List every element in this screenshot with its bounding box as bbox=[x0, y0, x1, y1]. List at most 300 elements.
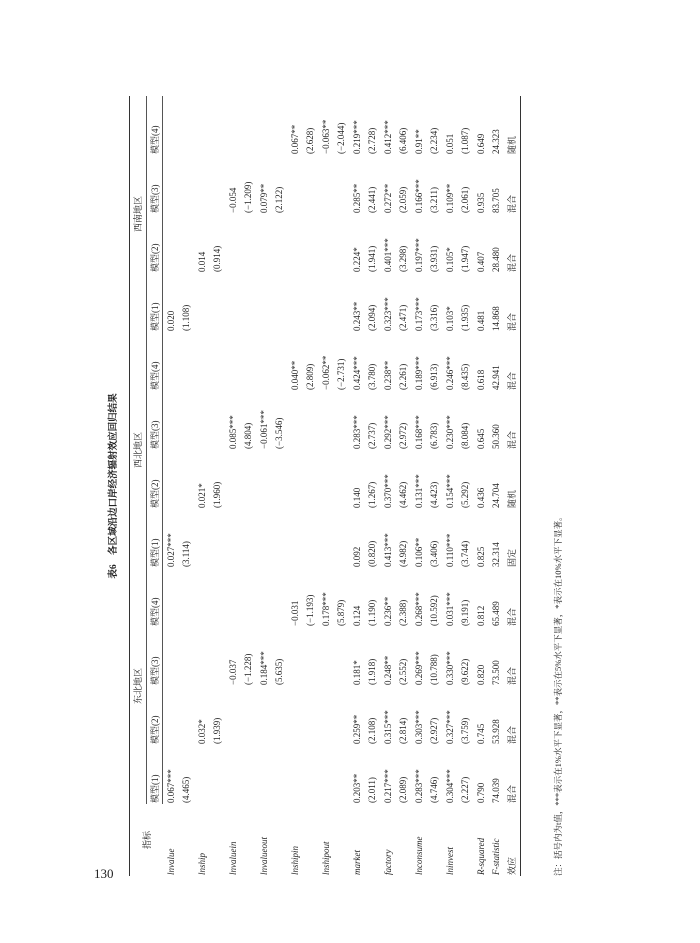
table-cell: 0.021* bbox=[196, 483, 207, 508]
table-cell bbox=[179, 214, 195, 273]
table-cell bbox=[272, 332, 288, 391]
table-cell: (3.759) bbox=[460, 717, 471, 744]
table-cell: 混合 bbox=[504, 745, 520, 804]
table-cell: 0.272** bbox=[382, 183, 393, 213]
table-row bbox=[380, 96, 396, 876]
table-cell: 0.230*** bbox=[444, 415, 455, 449]
table-cell bbox=[318, 391, 334, 450]
table-cell bbox=[194, 96, 210, 155]
table-cell: 42.941 bbox=[491, 365, 502, 390]
row-label bbox=[303, 804, 319, 876]
table-cell bbox=[256, 450, 272, 509]
table-cell: (2.089) bbox=[398, 776, 409, 803]
table-cell bbox=[334, 450, 350, 509]
page-number: 130 bbox=[94, 866, 114, 881]
table-cell: (3.211) bbox=[429, 187, 440, 213]
table-cell: (5.292) bbox=[460, 481, 471, 508]
table-cell: (0.820) bbox=[367, 540, 378, 567]
table-cell bbox=[225, 273, 241, 332]
table-cell: 0.040** bbox=[289, 360, 300, 390]
table-cell: 0.323*** bbox=[382, 297, 393, 331]
table-cell: (4.462) bbox=[398, 481, 409, 508]
table-cell: (2.261) bbox=[398, 363, 409, 390]
table-cell: 0.197*** bbox=[413, 238, 424, 272]
table-title: 表6 各区域沿边口岸经济辐射效应回归结果 bbox=[109, 393, 119, 579]
table-row bbox=[349, 96, 365, 876]
row-label bbox=[241, 804, 257, 876]
table-cell: 0.935 bbox=[475, 192, 486, 213]
table-cell: 0.481 bbox=[475, 310, 486, 331]
table-cell: 0.812 bbox=[475, 605, 486, 626]
table-cell: 混合 bbox=[504, 391, 520, 450]
table-cell bbox=[318, 450, 334, 509]
rotated-table-block bbox=[107, 96, 667, 876]
table-cell: 混合 bbox=[504, 214, 520, 273]
table-cell bbox=[287, 450, 303, 509]
table-cell bbox=[256, 273, 272, 332]
table-cell bbox=[210, 509, 226, 568]
table-cell: (3.114) bbox=[181, 541, 192, 567]
model-header: 模型(1) bbox=[146, 509, 163, 568]
table-cell: 0.259** bbox=[351, 714, 362, 744]
table-cell: 0.178*** bbox=[320, 592, 331, 626]
table-row bbox=[489, 96, 505, 876]
table-cell: 53.928 bbox=[491, 719, 502, 744]
table-cell: (3.406) bbox=[429, 540, 440, 567]
region-header-southwest: 西南地区 bbox=[130, 96, 147, 332]
row-label: F-statistic bbox=[491, 838, 502, 875]
row-label: lninvest bbox=[444, 847, 455, 875]
table-cell: (2.059) bbox=[398, 186, 409, 213]
table-cell bbox=[334, 391, 350, 450]
table-cell: 0.067*** bbox=[165, 769, 176, 803]
table-cell: (1.087) bbox=[460, 127, 471, 154]
table-cell: 0.370*** bbox=[382, 474, 393, 508]
table-cell: 0.051 bbox=[444, 133, 455, 154]
table-cell: 74.039 bbox=[491, 778, 502, 803]
table-cell: 0.092 bbox=[351, 546, 362, 567]
model-header: 模型(2) bbox=[146, 450, 163, 509]
table-cell bbox=[287, 627, 303, 686]
table-cell: 0.412*** bbox=[382, 120, 393, 154]
table-cell bbox=[179, 155, 195, 214]
table-row bbox=[365, 96, 381, 876]
table-cell bbox=[303, 450, 319, 509]
table-cell: 14.868 bbox=[491, 306, 502, 331]
table-cell: (6.406) bbox=[398, 127, 409, 154]
table-cell bbox=[194, 332, 210, 391]
table-cell: 0.027*** bbox=[165, 533, 176, 567]
table-cell bbox=[179, 568, 195, 627]
table-cell: 0.079** bbox=[258, 183, 269, 213]
table-cell: (2.552) bbox=[398, 658, 409, 685]
indicator-header: 指标 bbox=[130, 804, 163, 876]
row-label bbox=[272, 804, 288, 876]
row-label bbox=[458, 804, 474, 876]
table-cell: (1.939) bbox=[212, 717, 223, 744]
table-cell bbox=[179, 391, 195, 450]
table-cell bbox=[303, 745, 319, 804]
table-cell: 24.323 bbox=[491, 129, 502, 154]
row-label: lnvalueout bbox=[258, 837, 269, 875]
table-cell bbox=[318, 627, 334, 686]
table-cell: 0.330*** bbox=[444, 651, 455, 685]
table-cell: 混合 bbox=[504, 568, 520, 627]
table-cell: (8.435) bbox=[460, 363, 471, 390]
table-cell: (1.108) bbox=[181, 304, 192, 331]
table-cell bbox=[287, 509, 303, 568]
table-cell: 0.217*** bbox=[382, 769, 393, 803]
table-cell: −0.062** bbox=[320, 355, 331, 390]
table-cell: 50.360 bbox=[491, 424, 502, 449]
table-cell bbox=[287, 686, 303, 745]
table-cell bbox=[272, 214, 288, 273]
table-row bbox=[256, 96, 272, 876]
table-cell: (9.622) bbox=[460, 658, 471, 685]
table-cell: (4.423) bbox=[429, 481, 440, 508]
row-label: factory bbox=[382, 849, 393, 875]
table-cell: 0.618 bbox=[475, 369, 486, 390]
table-cell: 0.238** bbox=[382, 360, 393, 390]
table-cell: 0.283*** bbox=[413, 769, 424, 803]
table-cell: 混合 bbox=[504, 155, 520, 214]
table-cell: (2.927) bbox=[429, 717, 440, 744]
table-cell bbox=[241, 568, 257, 627]
table-cell bbox=[241, 509, 257, 568]
table-cell bbox=[256, 745, 272, 804]
table-cell: 0.166*** bbox=[413, 179, 424, 213]
table-cell: 24.704 bbox=[491, 483, 502, 508]
row-label: lnshipout bbox=[320, 841, 331, 875]
table-cell: (4.982) bbox=[398, 540, 409, 567]
table-cell bbox=[210, 332, 226, 391]
table-cell bbox=[334, 686, 350, 745]
table-cell: (8.084) bbox=[460, 422, 471, 449]
table-cell bbox=[241, 273, 257, 332]
model-header: 模型(4) bbox=[146, 332, 163, 391]
table-cell bbox=[287, 745, 303, 804]
table-cell: 0.285** bbox=[351, 183, 362, 213]
table-cell: −0.061*** bbox=[258, 410, 269, 449]
table-cell bbox=[287, 214, 303, 273]
table-cell bbox=[179, 332, 195, 391]
table-cell bbox=[210, 273, 226, 332]
table-cell: (−1.228) bbox=[243, 653, 254, 685]
table-cell: (5.635) bbox=[274, 658, 285, 685]
table-cell bbox=[256, 509, 272, 568]
table-cell bbox=[210, 745, 226, 804]
table-cell bbox=[163, 332, 179, 391]
table-cell: 83.705 bbox=[491, 188, 502, 213]
table-cell: (2.122) bbox=[274, 186, 285, 213]
table-cell: 0.020 bbox=[165, 310, 176, 331]
table-cell: 0.031*** bbox=[444, 592, 455, 626]
table-cell: 混合 bbox=[504, 273, 520, 332]
table-cell bbox=[303, 686, 319, 745]
model-header: 模型(1) bbox=[146, 745, 163, 804]
table-cell: 0.292*** bbox=[382, 415, 393, 449]
table-cell: (2.972) bbox=[398, 422, 409, 449]
table-cell bbox=[287, 155, 303, 214]
table-cell bbox=[272, 568, 288, 627]
table-body bbox=[163, 96, 521, 876]
table-cell: 0.268*** bbox=[413, 592, 424, 626]
table-cell: 0.825 bbox=[475, 546, 486, 567]
table-row bbox=[287, 96, 303, 876]
table-cell: 0.401*** bbox=[382, 238, 393, 272]
table-cell bbox=[163, 391, 179, 450]
table-cell: (2.061) bbox=[460, 186, 471, 213]
table-cell: 0.91** bbox=[413, 129, 424, 154]
table-cell: (1.267) bbox=[367, 481, 378, 508]
table-row bbox=[194, 96, 210, 876]
table-cell: (−2.044) bbox=[336, 122, 347, 154]
table-cell bbox=[163, 686, 179, 745]
table-cell bbox=[241, 332, 257, 391]
table-cell: 0.820 bbox=[475, 664, 486, 685]
table-note: 注：括号内为t值，***表示在1%水平下显著，**表示在5%水平下显著，*表示在10%水平下显著。 bbox=[553, 512, 563, 876]
table-cell: (2.108) bbox=[367, 717, 378, 744]
table-cell: (6.913) bbox=[429, 363, 440, 390]
table-cell: (1.935) bbox=[460, 304, 471, 331]
table-cell bbox=[241, 214, 257, 273]
table-cell: 0.189*** bbox=[413, 356, 424, 390]
table-cell bbox=[194, 391, 210, 450]
table-cell bbox=[225, 450, 241, 509]
table-cell: −0.063** bbox=[320, 119, 331, 154]
table-cell bbox=[225, 96, 241, 155]
table-cell bbox=[210, 155, 226, 214]
row-label bbox=[396, 804, 412, 876]
table-cell: (2.011) bbox=[367, 777, 378, 803]
table-cell: 混合 bbox=[504, 686, 520, 745]
row-label bbox=[334, 804, 350, 876]
table-cell: 0.303*** bbox=[413, 710, 424, 744]
table-cell: (10.592) bbox=[429, 595, 440, 626]
row-label bbox=[427, 804, 443, 876]
table-cell: −0.037 bbox=[227, 659, 238, 685]
table-row bbox=[442, 96, 458, 876]
row-label: 效应 bbox=[504, 804, 520, 876]
table-cell: 0.269*** bbox=[413, 651, 424, 685]
table-cell: 0.131*** bbox=[413, 474, 424, 508]
model-header: 模型(1) bbox=[146, 273, 163, 332]
table-cell bbox=[334, 745, 350, 804]
table-cell: 0.407 bbox=[475, 251, 486, 272]
table-cell bbox=[241, 96, 257, 155]
table-cell bbox=[303, 155, 319, 214]
table-cell: (−3.546) bbox=[274, 417, 285, 449]
table-cell: (3.931) bbox=[429, 245, 440, 272]
region-header-northwest: 西北地区 bbox=[130, 332, 147, 568]
row-label bbox=[365, 804, 381, 876]
table-cell bbox=[303, 273, 319, 332]
row-label: lnship bbox=[196, 852, 207, 875]
table-cell: 0.173*** bbox=[413, 297, 424, 331]
table-cell bbox=[225, 509, 241, 568]
table-cell: 0.154*** bbox=[444, 474, 455, 508]
row-label: lnconsume bbox=[413, 836, 424, 875]
model-header: 模型(3) bbox=[146, 155, 163, 214]
table-cell bbox=[194, 155, 210, 214]
table-cell: (2.234) bbox=[429, 127, 440, 154]
table-cell: −0.054 bbox=[227, 187, 238, 213]
table-cell bbox=[318, 509, 334, 568]
table-cell: (4.746) bbox=[429, 776, 440, 803]
model-header: 模型(3) bbox=[146, 627, 163, 686]
table-cell: (−2.731) bbox=[336, 358, 347, 390]
table-cell bbox=[272, 450, 288, 509]
table-row bbox=[272, 96, 288, 876]
table-cell bbox=[334, 155, 350, 214]
table-cell bbox=[256, 332, 272, 391]
table-cell: 0.067** bbox=[289, 124, 300, 154]
row-label: lnvaluein bbox=[227, 841, 238, 875]
table-cell: (1.960) bbox=[212, 481, 223, 508]
table-cell bbox=[179, 686, 195, 745]
table-cell: 固定 bbox=[504, 509, 520, 568]
table-cell: (2.094) bbox=[367, 304, 378, 331]
table-cell: 0.248** bbox=[382, 655, 393, 685]
table-cell bbox=[334, 509, 350, 568]
table-cell: 0.649 bbox=[475, 133, 486, 154]
table-row bbox=[179, 96, 195, 876]
table-cell: 0.236** bbox=[382, 596, 393, 626]
table-cell: (4.465) bbox=[181, 776, 192, 803]
table-cell bbox=[318, 745, 334, 804]
table-row bbox=[473, 96, 489, 876]
table-cell bbox=[194, 273, 210, 332]
table-cell bbox=[210, 568, 226, 627]
table-cell: 0.224* bbox=[351, 247, 362, 272]
row-label bbox=[210, 804, 226, 876]
table-cell: 0.105* bbox=[444, 247, 455, 272]
table-cell bbox=[256, 96, 272, 155]
table-cell: 混合 bbox=[504, 332, 520, 391]
table-cell: 65.489 bbox=[491, 601, 502, 626]
table-cell: (3.298) bbox=[398, 245, 409, 272]
table-cell: (2.814) bbox=[398, 717, 409, 744]
table-cell: 随机 bbox=[504, 450, 520, 509]
table-cell bbox=[179, 627, 195, 686]
table-cell bbox=[303, 509, 319, 568]
table-cell bbox=[210, 627, 226, 686]
table-cell bbox=[318, 273, 334, 332]
table-cell: 0.203** bbox=[351, 773, 362, 803]
table-cell bbox=[163, 450, 179, 509]
table-cell bbox=[256, 214, 272, 273]
table-cell: 32.314 bbox=[491, 542, 502, 567]
table-cell: 0.327*** bbox=[444, 710, 455, 744]
table-cell: (2.471) bbox=[398, 304, 409, 331]
table-cell: (10.788) bbox=[429, 654, 440, 685]
table-cell: 28.480 bbox=[491, 247, 502, 272]
table-cell: 0.124 bbox=[351, 605, 362, 626]
table-cell bbox=[272, 509, 288, 568]
row-label: lnvalue bbox=[165, 848, 176, 875]
table-cell bbox=[225, 745, 241, 804]
table-cell: (1.190) bbox=[367, 599, 378, 626]
row-label: lnshipin bbox=[289, 845, 300, 875]
model-header: 模型(2) bbox=[146, 214, 163, 273]
model-header: 模型(4) bbox=[146, 96, 163, 155]
table-cell: (2.388) bbox=[398, 599, 409, 626]
header-row-regions bbox=[130, 96, 147, 876]
table-cell bbox=[225, 214, 241, 273]
model-header: 模型(2) bbox=[146, 686, 163, 745]
table-cell: 0.413*** bbox=[382, 533, 393, 567]
table-cell: 混合 bbox=[504, 627, 520, 686]
table-cell bbox=[318, 686, 334, 745]
table-row bbox=[396, 96, 412, 876]
table-cell bbox=[225, 568, 241, 627]
table-cell bbox=[163, 155, 179, 214]
regression-table bbox=[129, 96, 521, 876]
table-cell bbox=[334, 273, 350, 332]
table-cell bbox=[287, 391, 303, 450]
table-cell: (1.947) bbox=[460, 245, 471, 272]
table-cell: (5.879) bbox=[336, 599, 347, 626]
table-cell: (0.914) bbox=[212, 245, 223, 272]
row-label: market bbox=[351, 850, 362, 875]
table-cell bbox=[303, 391, 319, 450]
table-cell bbox=[194, 745, 210, 804]
table-cell bbox=[334, 627, 350, 686]
table-cell: 0.103* bbox=[444, 306, 455, 331]
table-cell: (−1.193) bbox=[305, 594, 316, 626]
table-cell: 0.181* bbox=[351, 660, 362, 685]
table-cell bbox=[272, 273, 288, 332]
table-cell: 0.304*** bbox=[444, 769, 455, 803]
table-cell bbox=[318, 155, 334, 214]
table-cell bbox=[163, 214, 179, 273]
row-label bbox=[179, 804, 195, 876]
table-cell bbox=[194, 568, 210, 627]
table-cell bbox=[303, 627, 319, 686]
table-row bbox=[225, 96, 241, 876]
table-cell: 0.109** bbox=[444, 183, 455, 213]
table-row bbox=[210, 96, 226, 876]
table-cell bbox=[225, 332, 241, 391]
table-cell: (6.783) bbox=[429, 422, 440, 449]
table-cell: (1.918) bbox=[367, 658, 378, 685]
table-cell bbox=[272, 96, 288, 155]
table-cell: (2.227) bbox=[460, 776, 471, 803]
table-cell: (3.780) bbox=[367, 363, 378, 390]
table-cell: (2.809) bbox=[305, 363, 316, 390]
table-cell: 0.283*** bbox=[351, 415, 362, 449]
table-cell bbox=[256, 686, 272, 745]
table-cell: 0.424*** bbox=[351, 356, 362, 390]
table-row bbox=[241, 96, 257, 876]
table-row bbox=[504, 96, 520, 876]
table-cell bbox=[287, 273, 303, 332]
table-row bbox=[427, 96, 443, 876]
table-cell bbox=[210, 391, 226, 450]
table-cell: (2.441) bbox=[367, 186, 378, 213]
table-cell bbox=[179, 450, 195, 509]
table-cell: 0.014 bbox=[196, 251, 207, 272]
table-row bbox=[318, 96, 334, 876]
table-cell: 0.645 bbox=[475, 428, 486, 449]
table-cell: 0.140 bbox=[351, 487, 362, 508]
table-row bbox=[163, 96, 179, 876]
table-cell bbox=[225, 686, 241, 745]
table-cell: 0.246*** bbox=[444, 356, 455, 390]
table-cell: 0.790 bbox=[475, 782, 486, 803]
table-cell: 0.085*** bbox=[227, 415, 238, 449]
row-label: R-squared bbox=[475, 837, 486, 875]
